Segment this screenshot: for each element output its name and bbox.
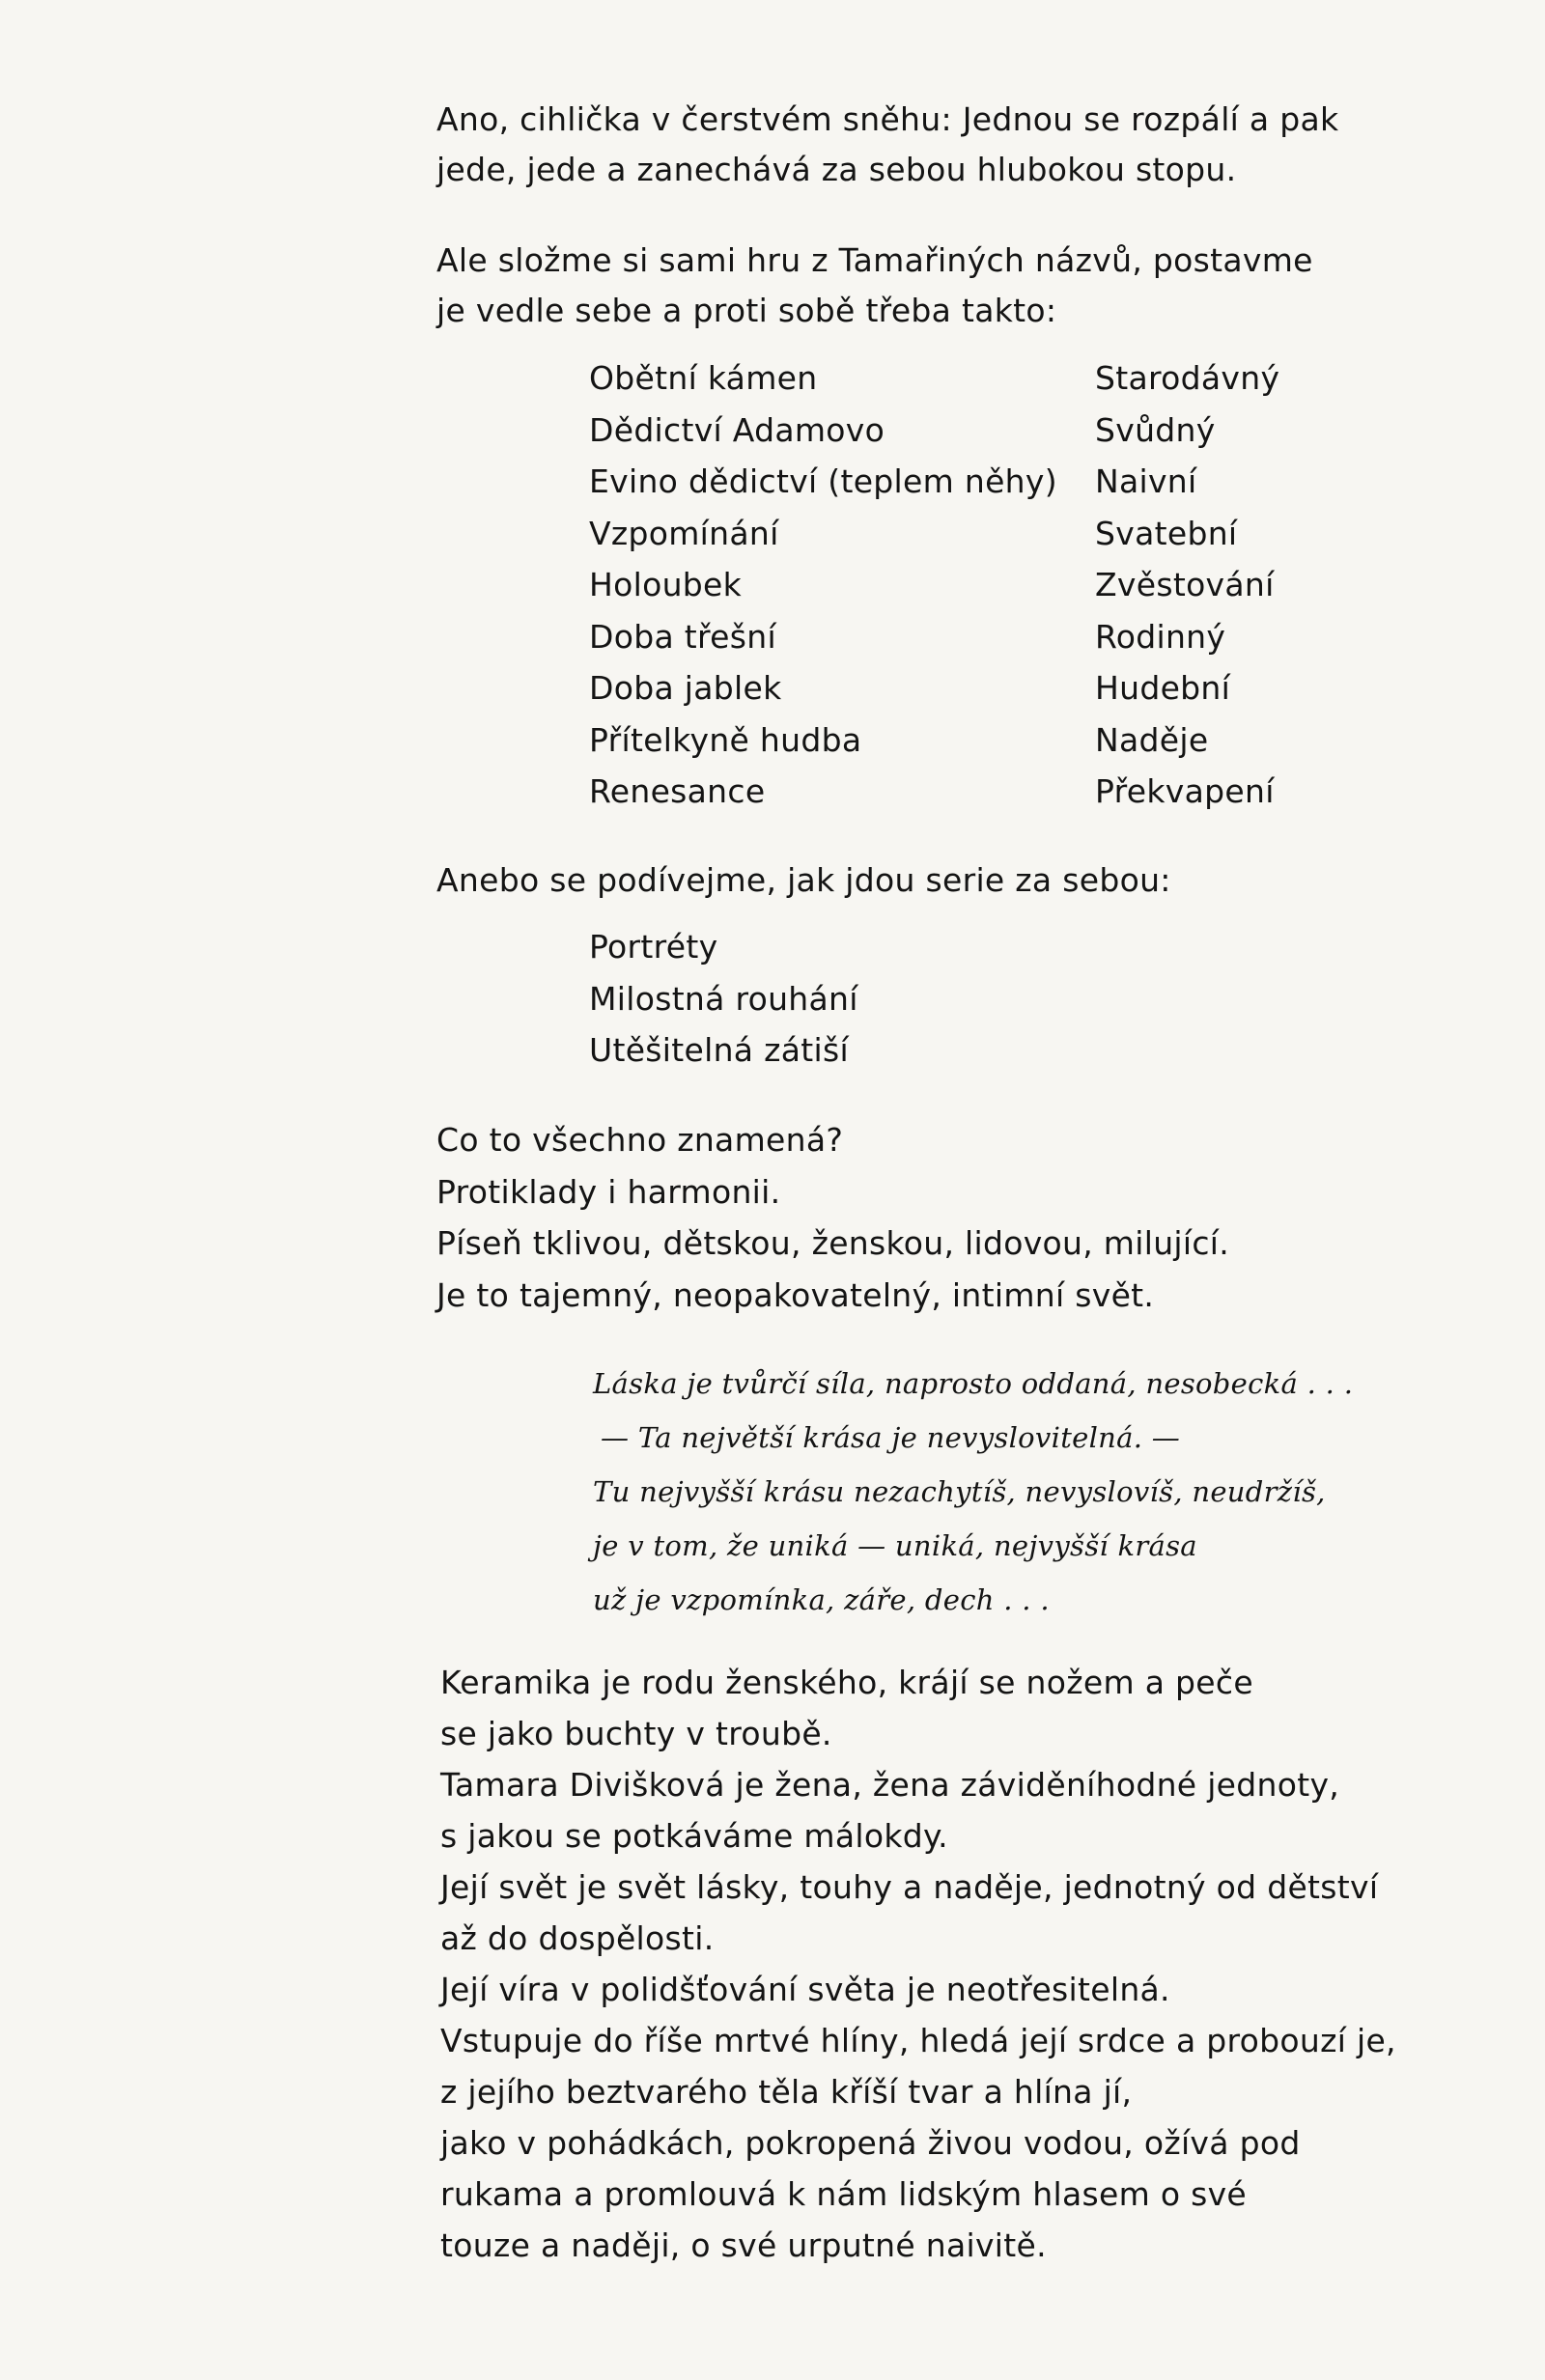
pair-left: Vzpomínání (589, 514, 779, 552)
pair-right: Hudební (1095, 669, 1231, 707)
closing-line: rukama a promlouvá k nám lidským hlasem o své (440, 2175, 1248, 2213)
title-pair (589, 663, 1323, 715)
series-list (589, 921, 858, 1077)
pair-right: Naivní (1095, 462, 1197, 500)
intro-line: jede, jede a zanechává za sebou hlubokou stopu. (436, 151, 1237, 188)
closing-line: se jako buchty v troubě. (440, 1715, 832, 1752)
closing-line: až do dospělosti. (440, 1919, 715, 1957)
series-intro-line: Anebo se podívejme, jak jdou serie za sebou: (436, 861, 1171, 899)
pair-right: Naděje (1095, 720, 1209, 759)
pair-left: Renesance (589, 772, 766, 810)
meaning-line: Je to tajemný, neopakovatelný, intimní svět. (436, 1275, 1155, 1314)
closing-line: Její svět je svět lásky, touhy a naděje, jednotný od dětství (440, 1868, 1379, 1906)
pair-left: Evino dědictví (teplem něhy) (589, 462, 1057, 500)
pair-right: Překvapení (1095, 772, 1275, 810)
intro-paragraph (436, 95, 1338, 195)
title-pair (589, 560, 1323, 612)
closing-line: Keramika je rodu ženského, krájí se nožem a peče (440, 1664, 1253, 1701)
pair-left: Holoubek (589, 566, 743, 603)
poem-line: je v tom, že uniká — uniká, nejvyšší krása (593, 1529, 1197, 1562)
pair-left: Přítelkyně hudba (589, 720, 862, 759)
closing-line: touze a naději, o své urputné naivitě. (440, 2226, 1047, 2264)
pair-right: Svůdný (1095, 410, 1216, 449)
series-item: Portréty (589, 928, 718, 966)
closing-line: Vstupuje do říše mrtvé hlíny, hledá její srdce a probouzí je, (440, 2022, 1396, 2059)
meaning-paragraph (436, 1114, 1229, 1321)
meaning-line: Co to všechno znamená? (436, 1121, 844, 1159)
closing-line: jako v pohádkách, pokropená živou vodou, ožívá pod (440, 2124, 1301, 2162)
title-pair (589, 353, 1323, 406)
title-pair (589, 715, 1323, 768)
pair-right: Starodávný (1095, 359, 1280, 397)
series-item: Milostná rouhání (589, 979, 858, 1018)
closing-line: s jakou se potkáváme málokdy. (440, 1817, 948, 1855)
poem-line: — Ta největší krása je nevyslovitelná. — (601, 1421, 1181, 1454)
title-pair (589, 612, 1323, 664)
pair-left: Obětní kámen (589, 359, 818, 397)
title-pairs-table (589, 353, 1323, 819)
title-pair (589, 457, 1323, 509)
pair-right: Svatební (1095, 514, 1238, 552)
title-pair (589, 509, 1323, 561)
poem-verse (593, 1357, 1353, 1627)
closing-line: z jejího beztvarého těla kříší tvar a hlína jí, (440, 2073, 1133, 2111)
poem-line: Láska je tvůrčí síla, naprosto oddaná, nesobecká . . . (593, 1367, 1354, 1400)
pair-right: Rodinný (1095, 617, 1226, 656)
poem-line: Tu nejvyšší krásu nezachytíš, nevyslovíš, neudržíš, (593, 1475, 1326, 1508)
title-pair (589, 406, 1323, 458)
game-line: je vedle sebe a proti sobě třeba takto: (436, 292, 1057, 329)
pair-right: Zvěstování (1095, 566, 1275, 603)
meaning-line: Protiklady i harmonii. (436, 1172, 781, 1211)
closing-line: Její víra v polidšťování světa je neotřesitelná. (440, 1971, 1170, 2008)
pair-left: Doba třešní (589, 617, 776, 656)
pair-left: Doba jablek (589, 669, 782, 707)
meaning-line: Píseň tklivou, dětskou, ženskou, lidovou, milující. (436, 1224, 1230, 1262)
closing-paragraph (440, 1657, 1396, 2271)
title-pair (589, 767, 1323, 819)
series-item: Utěšitelná zátiší (589, 1031, 849, 1069)
series-intro (436, 855, 1171, 906)
game-line: Ale složme si sami hru z Tamařiných názvů, postavme (436, 241, 1313, 279)
closing-line: Tamara Divišková je žena, žena záviděníhodné jednoty, (440, 1766, 1340, 1804)
intro-line: Ano, cihlička v čerstvém sněhu: Jednou se rozpálí a pak (436, 100, 1339, 138)
game-paragraph (436, 236, 1313, 336)
pair-left: Dědictví Adamovo (589, 410, 885, 449)
poem-line: už je vzpomínka, záře, dech . . . (593, 1583, 1050, 1616)
